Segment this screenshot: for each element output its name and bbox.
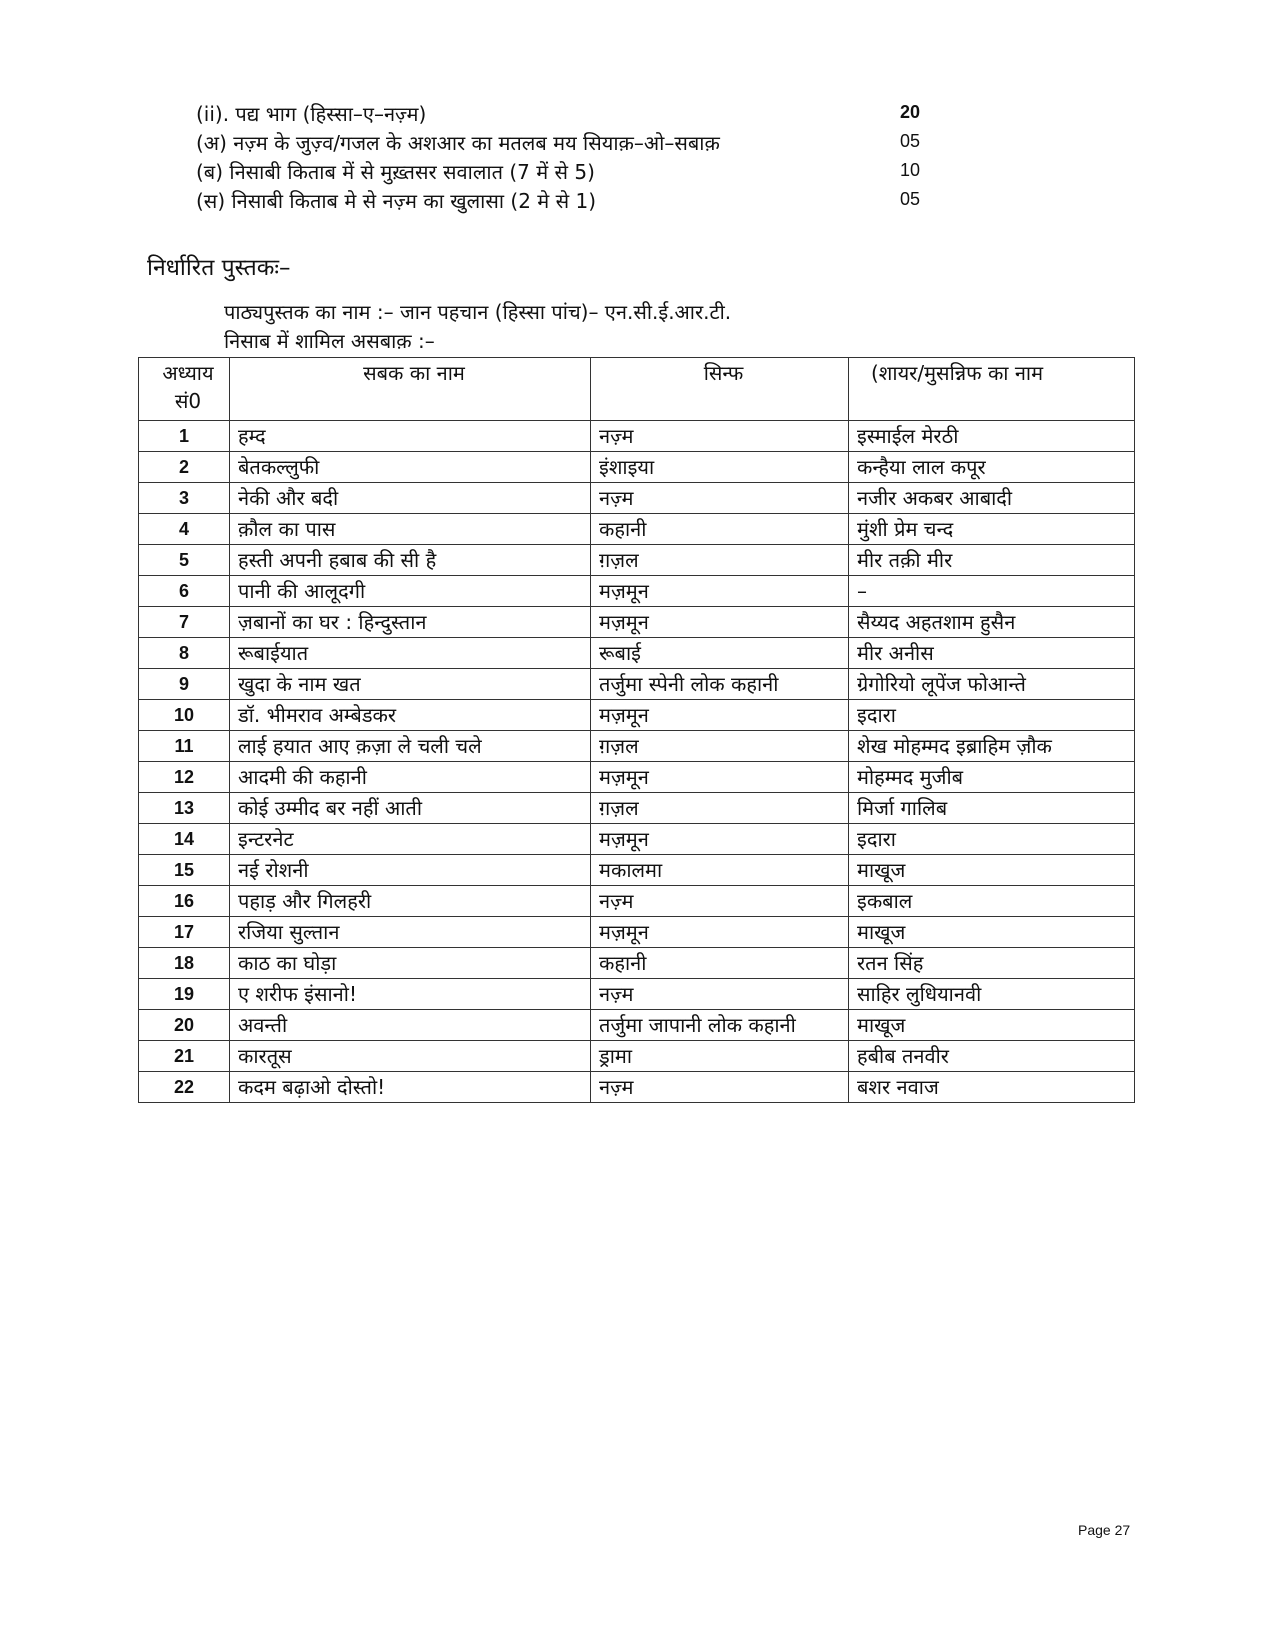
author-cell: माखूज [849, 1010, 1135, 1041]
marks-item-label: (ब) निसाबी किताब में से मुख़्तसर सवालात (7 में से 5) [196, 160, 595, 184]
marks-item-row [196, 129, 921, 158]
chapter-number-cell: 3 [139, 483, 230, 514]
marks-heading-value: 20 [900, 102, 921, 122]
genre-cell: रूबाई [591, 638, 849, 669]
textbook-name: पाठ्यपुस्तक का नाम :– जान पहचान (हिस्सा पांच)– एन.सी.ई.आर.टी. [224, 300, 732, 324]
lesson-title-cell: ए शरीफ इंसानो! [230, 979, 591, 1010]
lesson-title-cell: इन्टरनेट [230, 824, 591, 855]
lesson-title-cell: पानी की आलूदगी [230, 576, 591, 607]
table-row [139, 514, 1135, 545]
author-cell: मोहम्मद मुजीब [849, 762, 1135, 793]
page-number: Page 27 [1078, 1522, 1131, 1538]
header-author: (शायर/मुसन्निफ का नाम [849, 358, 1135, 421]
table-header-row [139, 358, 1135, 421]
chapter-number-cell: 4 [139, 514, 230, 545]
table-body [139, 421, 1135, 1103]
table-row [139, 545, 1135, 576]
chapter-number-cell: 19 [139, 979, 230, 1010]
author-cell: मीर तक़ी मीर [849, 545, 1135, 576]
author-cell: बशर नवाज [849, 1072, 1135, 1103]
header-chapter-line2: सं0 [174, 389, 202, 413]
genre-cell: नज़्म [591, 1072, 849, 1103]
lesson-title-cell: अवन्ती [230, 1010, 591, 1041]
author-cell: ग्रेगोरियो लूपेंज फोआन्ते [849, 669, 1135, 700]
chapter-number-cell: 17 [139, 917, 230, 948]
chapter-number-cell: 7 [139, 607, 230, 638]
genre-cell: तर्जुमा जापानी लोक कहानी [591, 1010, 849, 1041]
chapter-number-cell: 16 [139, 886, 230, 917]
chapter-number-cell: 18 [139, 948, 230, 979]
table-row [139, 1010, 1135, 1041]
author-cell: इस्माईल मेरठी [849, 421, 1135, 452]
genre-cell: मज़मून [591, 824, 849, 855]
marks-heading-label: (ii). पद्य भाग (हिस्सा–ए–नज़्म) [196, 102, 427, 126]
genre-cell: नज़्म [591, 483, 849, 514]
genre-cell: तर्जुमा स्पेनी लोक कहानी [591, 669, 849, 700]
author-cell: मुंशी प्रेम चन्द [849, 514, 1135, 545]
lesson-title-cell: कदम बढ़ाओ दोस्तो! [230, 1072, 591, 1103]
genre-cell: मज़मून [591, 917, 849, 948]
genre-cell: मकालमा [591, 855, 849, 886]
lesson-title-cell: नेकी और बदी [230, 483, 591, 514]
lesson-title-cell: लाई हयात आए क़ज़ा ले चली चले [230, 731, 591, 762]
author-cell: सैय्यद अहतशाम हुसैन [849, 607, 1135, 638]
chapter-number-cell: 1 [139, 421, 230, 452]
genre-cell: कहानी [591, 948, 849, 979]
chapter-number-cell: 9 [139, 669, 230, 700]
genre-cell: ग़ज़ल [591, 793, 849, 824]
table-row [139, 1041, 1135, 1072]
marks-item-value: 10 [900, 160, 921, 180]
table-row [139, 638, 1135, 669]
lesson-title-cell: ज़बानों का घर : हिन्दुस्तान [230, 607, 591, 638]
table-row [139, 793, 1135, 824]
table-row [139, 979, 1135, 1010]
genre-cell: मज़मून [591, 607, 849, 638]
table-row [139, 824, 1135, 855]
header-lesson-title: सबक का नाम [230, 358, 591, 421]
table-row [139, 483, 1135, 514]
author-cell: मिर्जा गालिब [849, 793, 1135, 824]
genre-cell: कहानी [591, 514, 849, 545]
table-row [139, 917, 1135, 948]
marks-item-value: 05 [900, 189, 921, 209]
marks-item-label: (स) निसाबी किताब मे से नज़्म का खुलासा (2 मे से 1) [196, 189, 597, 213]
lesson-title-cell: कोई उम्मीद बर नहीं आती [230, 793, 591, 824]
table-row [139, 421, 1135, 452]
chapter-number-cell: 12 [139, 762, 230, 793]
chapter-number-cell: 20 [139, 1010, 230, 1041]
chapter-number-cell: 13 [139, 793, 230, 824]
genre-cell: ड्रामा [591, 1041, 849, 1072]
prescribed-books-heading: निर्धारित पुस्तकः– [147, 255, 291, 281]
author-cell: मीर अनीस [849, 638, 1135, 669]
lesson-title-cell: आदमी की कहानी [230, 762, 591, 793]
lesson-title-cell: पहाड़ और गिलहरी [230, 886, 591, 917]
marks-item-label: (अ) नज़्म के जुज़्व/गजल के अशआर का मतलब मय सियाक़–ओ–सबाक़ [196, 131, 720, 155]
marks-section [196, 100, 921, 216]
genre-cell: ग़ज़ल [591, 731, 849, 762]
table-row [139, 731, 1135, 762]
lesson-title-cell: हस्ती अपनी हबाब की सी है [230, 545, 591, 576]
lesson-title-cell: हम्द [230, 421, 591, 452]
chapter-number-cell: 11 [139, 731, 230, 762]
table-row [139, 700, 1135, 731]
author-cell: माखूज [849, 855, 1135, 886]
genre-cell: ग़ज़ल [591, 545, 849, 576]
chapter-number-cell: 6 [139, 576, 230, 607]
author-cell: नजीर अकबर आबादी [849, 483, 1135, 514]
table-row [139, 607, 1135, 638]
author-cell: इकबाल [849, 886, 1135, 917]
table-row [139, 576, 1135, 607]
genre-cell: इंशाइया [591, 452, 849, 483]
lesson-title-cell: रजिया सुल्तान [230, 917, 591, 948]
lesson-title-cell: रूबाईयात [230, 638, 591, 669]
table-row [139, 1072, 1135, 1103]
marks-heading-row [196, 100, 921, 129]
lesson-title-cell: काठ का घोड़ा [230, 948, 591, 979]
syllabus-label: निसाब में शामिल असबाक़ :– [224, 329, 435, 353]
author-cell: साहिर लुधियानवी [849, 979, 1135, 1010]
genre-cell: मज़मून [591, 700, 849, 731]
marks-item-row [196, 158, 921, 187]
lesson-title-cell: कारतूस [230, 1041, 591, 1072]
chapter-number-cell: 15 [139, 855, 230, 886]
chapter-number-cell: 2 [139, 452, 230, 483]
chapter-number-cell: 14 [139, 824, 230, 855]
chapter-number-cell: 22 [139, 1072, 230, 1103]
genre-cell: नज़्म [591, 886, 849, 917]
author-cell: इदारा [849, 824, 1135, 855]
lessons-table [138, 357, 1135, 1103]
marks-item-row [196, 187, 921, 216]
genre-cell: मज़मून [591, 576, 849, 607]
chapter-number-cell: 5 [139, 545, 230, 576]
lesson-title-cell: क़ौल का पास [230, 514, 591, 545]
table-row [139, 762, 1135, 793]
table-row [139, 855, 1135, 886]
genre-cell: नज़्म [591, 979, 849, 1010]
header-chapter-line1: अध्याय [162, 361, 214, 385]
author-cell: इदारा [849, 700, 1135, 731]
author-cell: हबीब तनवीर [849, 1041, 1135, 1072]
lesson-title-cell: डॉ. भीमराव अम्बेडकर [230, 700, 591, 731]
author-cell: रतन सिंह [849, 948, 1135, 979]
table-row [139, 886, 1135, 917]
lesson-title-cell: नई रोशनी [230, 855, 591, 886]
chapter-number-cell: 21 [139, 1041, 230, 1072]
genre-cell: मज़मून [591, 762, 849, 793]
header-chapter-number [139, 358, 230, 421]
header-genre: सिन्फ [591, 358, 849, 421]
genre-cell: नज़्म [591, 421, 849, 452]
table-row [139, 452, 1135, 483]
table-row [139, 669, 1135, 700]
author-cell: माखूज [849, 917, 1135, 948]
author-cell: – [849, 576, 1135, 607]
table-row [139, 948, 1135, 979]
author-cell: कन्हैया लाल कपूर [849, 452, 1135, 483]
lesson-title-cell: खुदा के नाम खत [230, 669, 591, 700]
lesson-title-cell: बेतकल्लुफी [230, 452, 591, 483]
chapter-number-cell: 8 [139, 638, 230, 669]
chapter-number-cell: 10 [139, 700, 230, 731]
marks-item-value: 05 [900, 131, 921, 151]
author-cell: शेख मोहम्मद इब्राहिम ज़ौक [849, 731, 1135, 762]
